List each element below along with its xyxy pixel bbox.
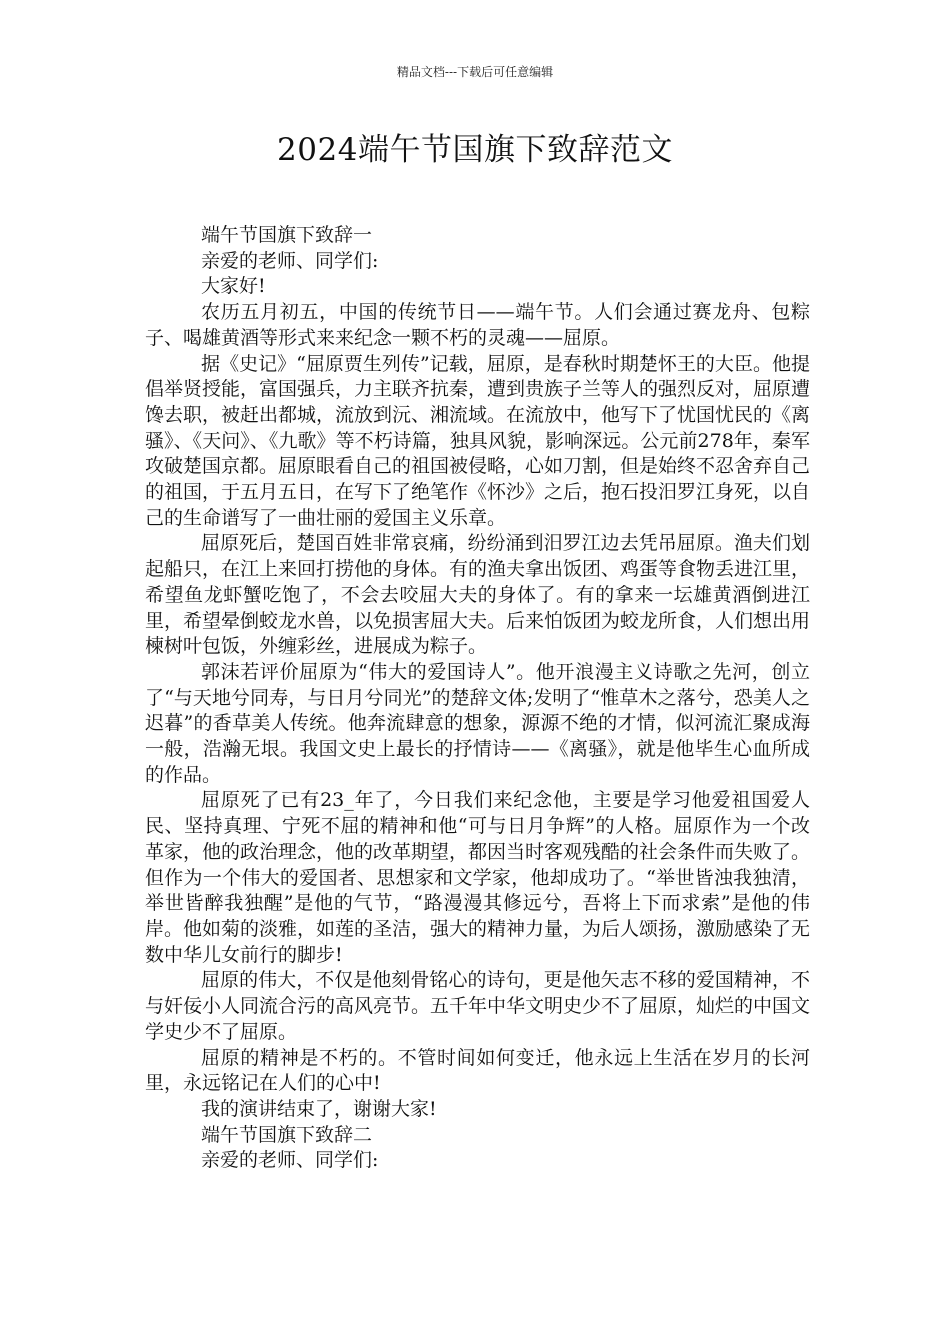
salutation: 亲爱的老师、同学们:: [201, 249, 379, 272]
salutation: 亲爱的老师、同学们:: [201, 1149, 379, 1172]
paragraph: 农历五月初五，中国的传统节日——端午节。人们会通过赛龙舟、包粽子、喝雄黄酒等形式来来纪念一颗不朽的灵魂——屈原。: [145, 301, 810, 349]
paragraph: 屈原的伟大，不仅是他刻骨铭心的诗句，更是他矢志不移的爱国精神，不与奸佞小人同流合污的高风亮节。五千年中华文明史少不了屈原，灿烂的中国文学史少不了屈原。: [145, 969, 811, 1043]
greeting: 大家好!: [201, 275, 266, 298]
document-title: 2024端午节国旗下致辞范文: [277, 132, 673, 168]
page-header: 精品文档---下载后可任意编辑: [396, 65, 554, 79]
section-heading: 端午节国旗下致辞二: [201, 1123, 373, 1146]
paragraph: 屈原的精神是不朽的。不管时间如何变迁，他永远上生活在岁月的长河里，永远铭记在人们的心中!: [145, 1046, 810, 1095]
paragraph: 屈原死了已有23_年了，今日我们来纪念他，主要是学习他爱祖国爱人民、坚持真理、宁死不屈的精神和他“可与日月争辉”的人格。屈原作为一个改革家，他的政治理念，他的改革期望，都因当时客观残酷的社会条件而失败了。但作为一个伟大的爱国者、思想家和文学家，他却成功了。“举世皆浊我独清，举世皆醉我独醒”是他的气节，“路漫漫其修远兮，吾将上下而求索”是他的伟岸。他如菊的淡雅，如莲的圣洁，强大的精神力量，为后人颂扬，激励感染了无数中华儿女前行的脚步!: [145, 789, 811, 966]
paragraph: 屈原死后，楚国百姓非常哀痛，纷纷涌到汨罗江边去凭吊屈原。渔夫们划起船只，在江上来回打捞他的身体。有的渔夫拿出饭团、鸡蛋等食物丢进江里，希望鱼龙虾蟹吃饱了，不会去咬屈大夫的身体了。有的拿来一坛雄黄酒倒进江里，希望晕倒蛟龙水兽，以免损害屈大夫。后来怕饭团为蛟龙所食，人们想出用楝树叶包饭，外缠彩丝，进展成为粽子。: [145, 532, 811, 658]
document-body: [145, 223, 810, 1174]
paragraph: 郭沫若评价屈原为“伟大的爱国诗人”。他开浪漫主义诗歌之先河，创立了“与天地兮同寿，与日月兮同光”的楚辞文体;发明了“惟草木之落兮，恐美人之迟暮”的香草美人传统。他奔流肆意的想象，源源不绝的才情，似河流汇聚成海一般，浩瀚无垠。我国文史上最长的抒情诗——《离骚》，就是他毕生心血所成的作品。: [145, 660, 810, 786]
section-heading: 端午节国旗下致辞一: [201, 224, 373, 246]
paragraph: 据《史记》“屈原贾生列传”记载，屈原，是春秋时期楚怀王的大臣。他提倡举贤授能，富国强兵，力主联齐抗秦，遭到贵族子兰等人的强烈反对，屈原遭馋去职，被赶出都城，流放到沅、湘流域。在流放中，他写下了忧国忧民的《离骚》、《天问》、《九歌》等不朽诗篇，独具风貌，影响深远。公元前278年，秦军攻破楚国京都。屈原眼看自己的祖国被侵略，心如刀割，但是始终不忍舍弃自己的祖国，于五月五日，在写下了绝笔作《怀沙》之后，抱石投汨罗江身死，以自己的生命谱写了一曲壮丽的爱国主义乐章。: [145, 352, 811, 529]
closing-line: 我的演讲结束了，谢谢大家!: [201, 1097, 437, 1120]
